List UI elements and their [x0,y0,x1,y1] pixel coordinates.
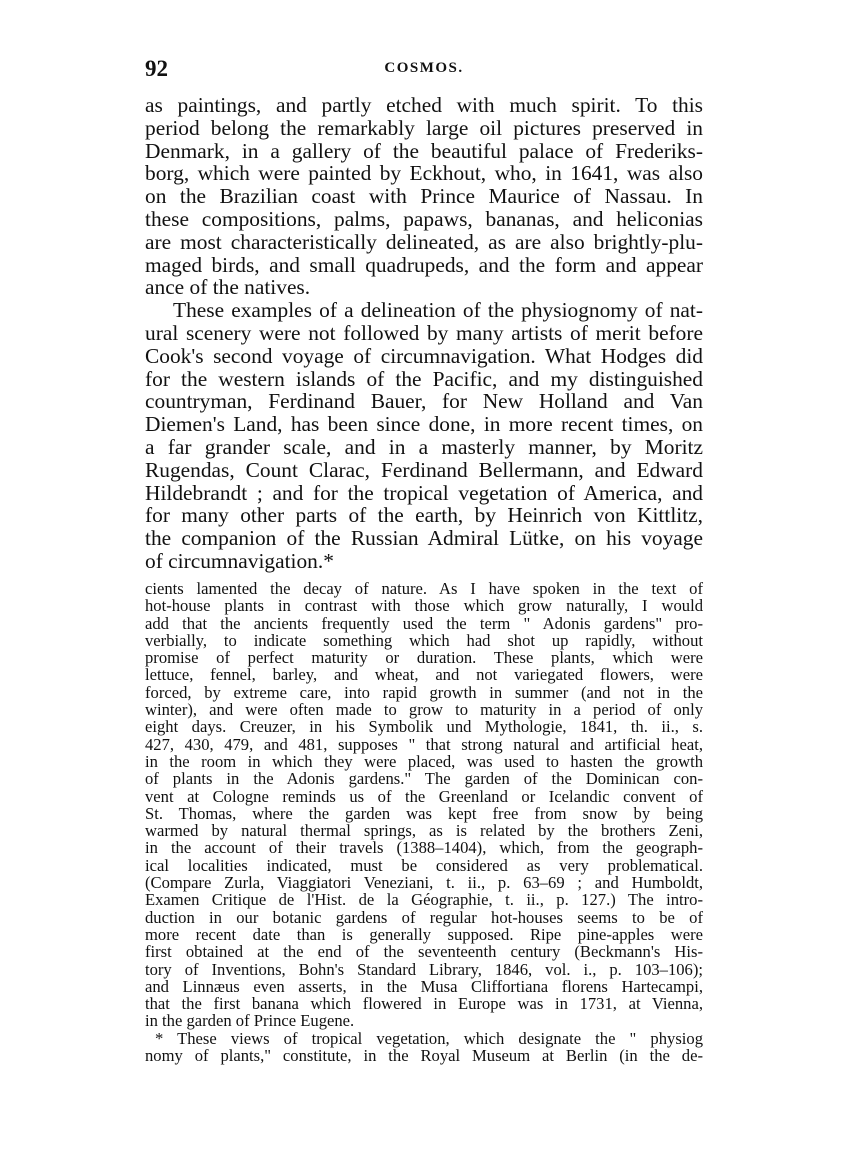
text-line: Denmark, in a gallery of the beautiful palace of Frederiks- [145,138,703,163]
text-line: Cook's second voyage of circumnavigation. What Hodges did [145,343,703,368]
text-line: Hildebrandt ; and for the tropical vegetation of America, and [145,480,703,505]
footnote-line: add that the ancients frequently used the term " Adonis gardens" pro- [145,613,703,633]
text-line: period belong the remarkably large oil pictures preserved in [145,115,703,140]
footnotes [145,580,703,1064]
text-line: borg, which were painted by Eckhout, who, in 1641, was also [145,161,703,186]
footnote-line: 427, 430, 479, and 481, supposes " that strong natural and artificial heat, [145,734,703,754]
footnote-line: ical localities indicated, must be considered as very problematical. [145,855,703,875]
text-line: maged birds, and small quadrupeds, and the form and appear [145,252,703,277]
main-text [145,94,703,573]
footnote-line: and Linnæus even asserts, in the Musa Cliffortiana florens Hartecampi, [145,976,703,996]
text-line: on the Brazilian coast with Prince Maurice of Nassau. In [145,184,703,209]
text-line: of circumnavigation.* [145,548,334,573]
footnote-line: (Compare Zurla, Viaggiatori Veneziani, t. ii., p. 63–69 ; and Humboldt, [145,873,703,893]
text-line: countryman, Ferdinand Bauer, for New Holland and Van [145,389,703,414]
footnote-line: more recent date than is generally supposed. Ripe pine-apples were [145,924,703,944]
footnote-line: promise of perfect maturity or duration. These plants, which were [145,648,703,668]
footnote-line: forced, by extreme care, into rapid growth in summer (and not in the [145,682,703,702]
footnote-line: verbially, to indicate something which had shot up rapidly, without [145,630,703,650]
text-line: for many other parts of the earth, by Heinrich von Kittlitz, [145,503,703,528]
running-head: COSMOS. [384,60,464,76]
footnote-line: in the account of their travels (1388–1404), which, from the geograph- [145,838,703,858]
text-line: the companion of the Russian Admiral Lütke, on his voyage [145,526,703,551]
footnote-line: St. Thomas, where the garden was kept free from snow by being [145,803,703,823]
text-line: a far grander scale, and in a masterly manner, by Moritz [145,434,703,459]
footnote-line: lettuce, fennel, barley, and wheat, and not variegated flowers, were [145,665,703,685]
footnote-line: eight days. Creuzer, in his Symbolik und Mythologie, 1841, th. ii., s. [145,717,703,737]
text-line: for the western islands of the Pacific, and my distinguished [145,366,703,391]
text-line: These examples of a delineation of the physiognomy of nat- [173,298,703,323]
footnote-line: hot-house plants in contrast with those which grow naturally, I would [145,596,703,616]
text-line: as paintings, and partly etched with much spirit. To this [145,93,703,117]
footnote-line: that the first banana which flowered in Europe was in 1731, at Vienna, [145,994,703,1014]
text-line: Diemen's Land, has been since done, in more recent times, on [145,412,703,437]
footnote-line: nomy of plants," constitute, in the Royal Museum at Berlin (in the de- [145,1046,703,1066]
footnote-line: winter), and were often made to grow to maturity in a period of only [145,700,703,720]
footnote-line: cients lamented the decay of nature. As I have spoken in the text of [145,579,703,598]
footnote-line: Examen Critique de l'Hist. de la Géographie, t. ii., p. 127.) The intro- [145,890,703,910]
text-line: these compositions, palms, papaws, bananas, and heliconias [145,206,703,231]
footnote-line: first obtained at the end of the seventeenth century (Beckmann's His- [145,942,703,962]
footnote-line: * These views of tropical vegetation, which designate the " physiog [155,1028,703,1048]
footnote-line: in the room in which they were placed, was used to hasten the growth [145,751,703,771]
page-header [145,56,703,86]
footnote-line: vent at Cologne reminds us of the Greenland or Icelandic convent of [145,786,703,806]
footnote-line: of plants in the Adonis gardens." The garden of the Dominican con- [145,769,703,789]
page-number: 92 [145,56,168,81]
text-line: ural scenery were not followed by many artists of merit before [145,320,703,345]
footnote-line: in the garden of Prince Eugene. [145,1011,355,1031]
text-line: ance of the natives. [145,275,311,300]
footnote-line: tory of Inventions, Bohn's Standard Library, 1846, vol. i., p. 103–106); [145,959,703,979]
text-line: are most characteristically delineated, as are also brightly-plu- [145,229,703,254]
footnote-line: duction in our botanic gardens of regular hot-houses seems to be of [145,907,703,927]
text-line: Rugendas, Count Clarac, Ferdinand Bellermann, and Edward [145,457,703,482]
footnote-line: warmed by natural thermal springs, as is related by the brothers Zeni, [145,821,703,841]
